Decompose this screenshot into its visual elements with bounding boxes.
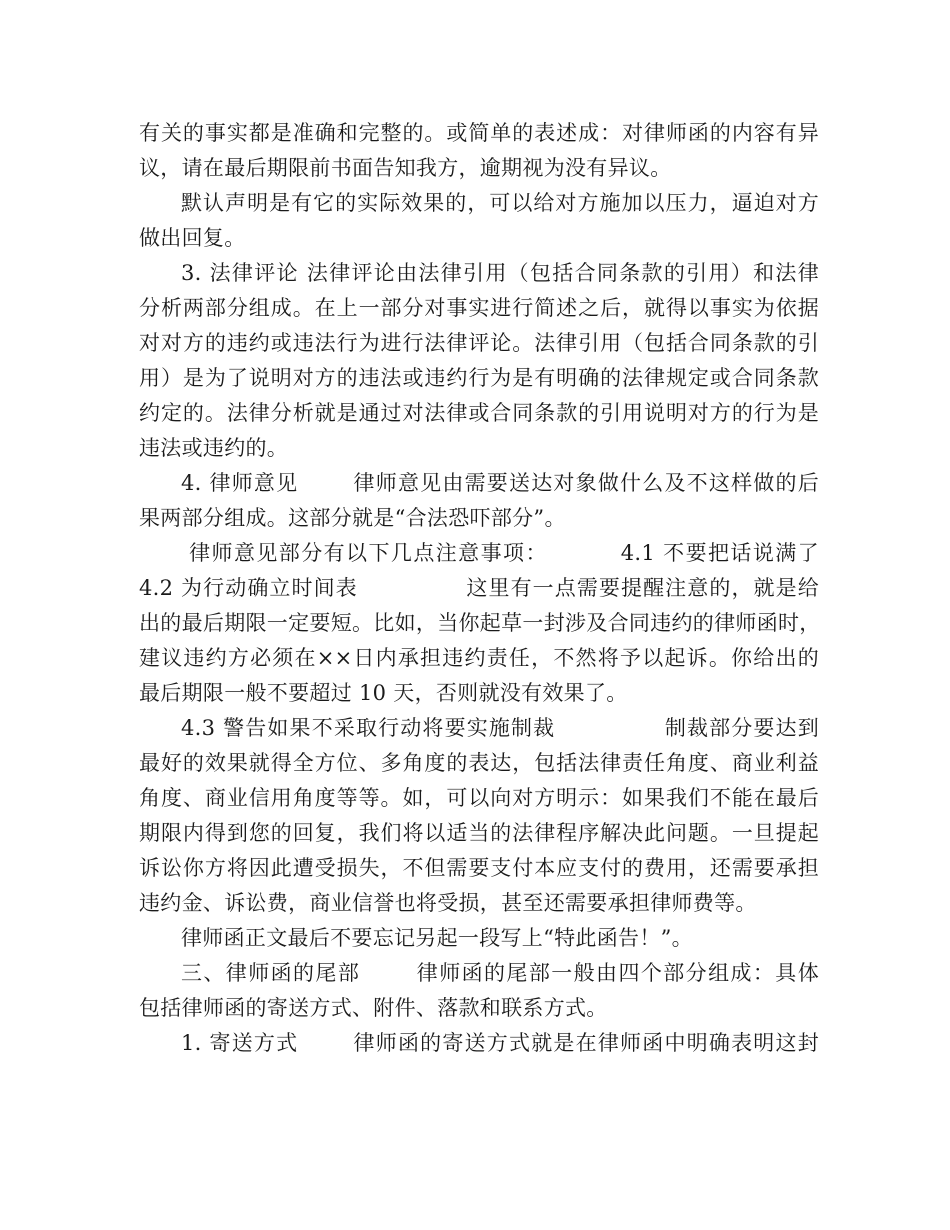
text-line: 有关的事实都是准确和完整的。或简单的表述成：对律师函的内容有异 bbox=[139, 121, 819, 145]
text-line: 4.3 警告如果不采取行动将要实施制裁 制裁部分要达到 bbox=[181, 716, 819, 740]
text-line: 1. 寄送方式 律师函的寄送方式就是在律师函中明确表明这封 bbox=[181, 1031, 819, 1055]
text-line: 用）是为了说明对方的违法或违约行为是有明确的法律规定或合同条款 bbox=[139, 366, 819, 390]
text-line: 包括律师函的寄送方式、附件、落款和联系方式。 bbox=[139, 996, 608, 1020]
text-line: 律师意见部分有以下几点注意事项： 4.1 不要把话说满了 bbox=[181, 541, 819, 565]
text-line: 3. 法律评论 法律评论由法律引用（包括合同条款的引用）和法律 bbox=[181, 261, 819, 285]
text-line: 默认声明是有它的实际效果的，可以给对方施加以压力，逼迫对方 bbox=[181, 191, 819, 215]
text-line: 诉讼你方将因此遭受损失，不但需要支付本应支付的费用，还需要承担 bbox=[139, 856, 819, 880]
text-line: 议，请在最后期限前书面告知我方，逾期视为没有异议。 bbox=[139, 156, 672, 180]
text-line: 最后期限一般不要超过 10 天，否则就没有效果了。 bbox=[139, 681, 628, 705]
text-line: 对对方的违约或违法行为进行法律评论。法律引用（包括合同条款的引 bbox=[139, 331, 819, 355]
text-line: 4.2 为行动确立时间表 这里有一点需要提醒注意的，就是给 bbox=[139, 576, 819, 600]
text-line: 三、律师函的尾部 律师函的尾部一般由四个部分组成：具体 bbox=[181, 961, 819, 985]
text-line: 4. 律师意见 律师意见由需要送达对象做什么及不这样做的后 bbox=[181, 471, 819, 495]
text-line: 出的最后期限一定要短。比如，当你起草一封涉及合同违约的律师函时， bbox=[139, 611, 821, 635]
text-line: 建议违约方必须在××日内承担违约责任，不然将予以起诉。你给出的 bbox=[139, 646, 819, 670]
text-line: 做出回复。 bbox=[139, 226, 246, 250]
text-line: 违法或违约的。 bbox=[139, 436, 289, 460]
text-line: 分析两部分组成。在上一部分对事实进行简述之后，就得以事实为依据 bbox=[139, 296, 819, 320]
text-line: 角度、商业信用角度等等。如，可以向对方明示：如果我们不能在最后 bbox=[139, 786, 819, 810]
text-line: 最好的效果就得全方位、多角度的表达，包括法律责任角度、商业利益 bbox=[139, 751, 819, 775]
text-line: 果两部分组成。这部分就是“合法恐吓部分”。 bbox=[139, 506, 566, 530]
text-line: 期限内得到您的回复，我们将以适当的法律程序解决此问题。一旦提起 bbox=[139, 821, 819, 845]
text-line: 违约金、诉讼费，商业信誉也将受损，甚至还需要承担律师费等。 bbox=[139, 891, 757, 915]
text-line: 律师函正文最后不要忘记另起一段写上“特此函告！”。 bbox=[181, 926, 693, 950]
text-line: 约定的。法律分析就是通过对法律或合同条款的引用说明对方的行为是 bbox=[139, 401, 819, 425]
